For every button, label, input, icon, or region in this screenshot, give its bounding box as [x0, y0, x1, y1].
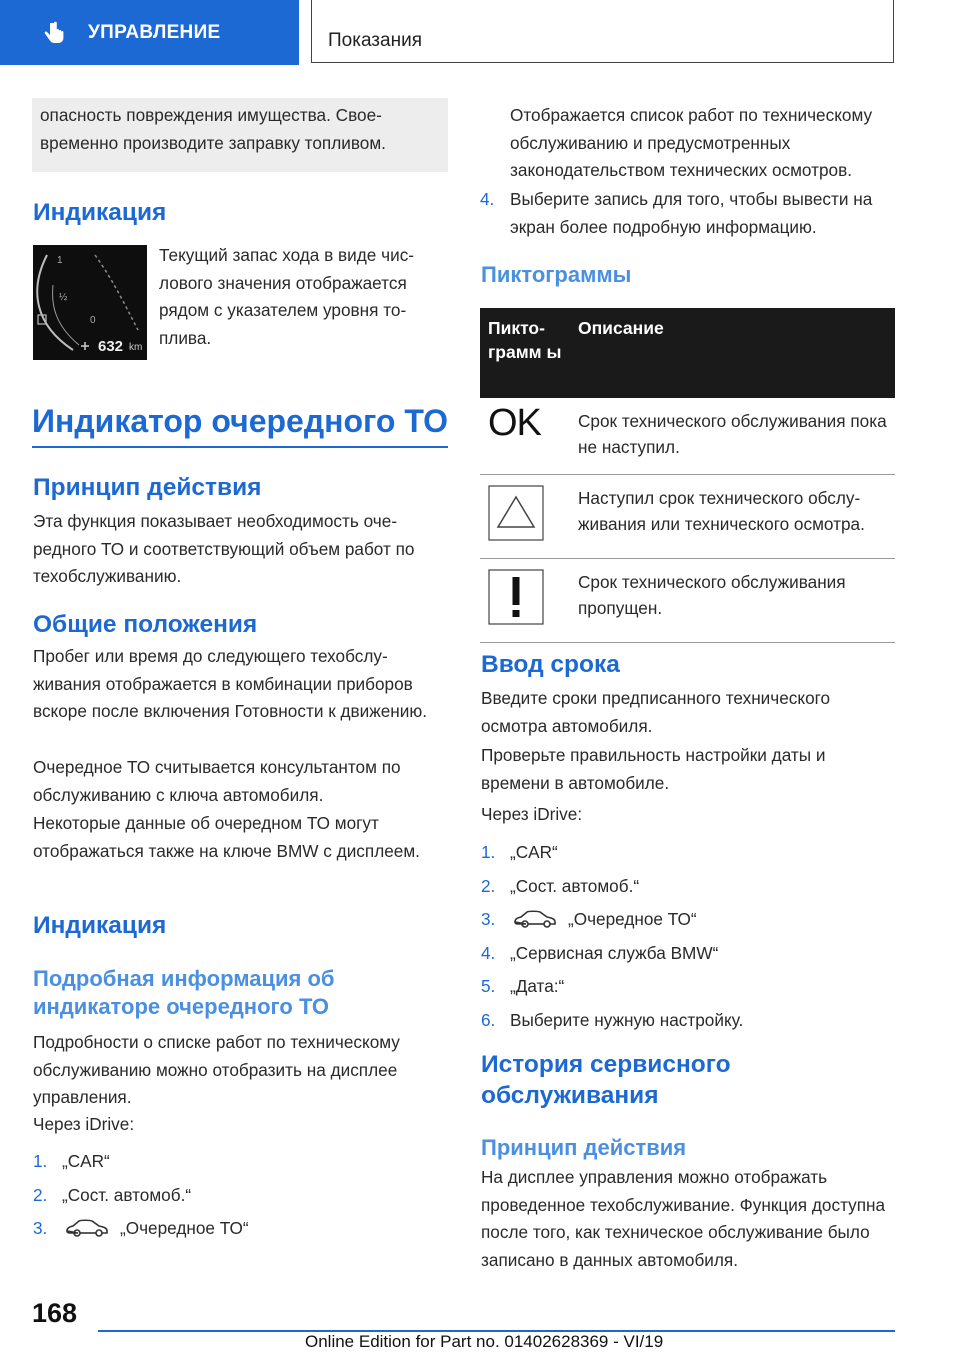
car-icon — [512, 909, 558, 929]
indication-text: Текущий запас хода в виде числового значения отображается рядом с указателем уровня топлива. — [159, 245, 415, 348]
step-4: 4. Выберите запись для того, чтобы вывести на экран более подробную информацию. — [480, 189, 873, 237]
list-item: 3. „Очередное ТО“ — [481, 909, 697, 929]
table-row — [480, 558, 895, 642]
section-tab[interactable] — [0, 0, 299, 65]
history-text: На дисплее управления можно отображать проведенное техобслуживание. Функция доступна после того, как техническое обслуживание было записано в данных автомобиля. — [481, 1167, 886, 1270]
history-heading: История сервисного обслуживания — [481, 1051, 731, 1109]
date-entry-heading: Ввод срока — [481, 651, 620, 678]
works-list-text: Отображается список работ по техническому обслуживанию и предусмотренных законодательством технических осмотров. — [510, 105, 873, 180]
warning-box — [32, 98, 448, 172]
description-cell: Срок технического обслуживания пропущен. — [570, 558, 895, 642]
via-idrive-right: Через iDrive: — [481, 804, 583, 824]
table-header-row — [480, 308, 895, 398]
steps-list-left — [33, 1147, 447, 1248]
hand-pointer-icon — [40, 19, 68, 47]
car-icon — [64, 1218, 110, 1238]
general-heading: Общие положения — [33, 611, 258, 638]
title-underline — [32, 446, 448, 448]
details-heading: Подробная информация об индикаторе очередного ТО — [33, 966, 335, 1019]
gauge-tick-full: 1 — [57, 255, 63, 266]
list-item: 1. „CAR“ — [33, 1151, 110, 1171]
ok-icon: OK — [488, 402, 541, 444]
range-unit: km — [129, 342, 143, 353]
pictogram-cell — [480, 398, 570, 474]
list-item: 1. „CAR“ — [481, 842, 558, 862]
date-entry-text-1: Введите сроки предписанного технического осмотра автомобиля. — [481, 688, 831, 736]
warning-triangle-icon — [488, 485, 544, 541]
section-title: УПРАВЛЕНИЕ — [88, 21, 221, 43]
general-text-1: Пробег или время до следующего техобслуживания отображается в комбинации приборов вскоре после включения Готовности к движению. — [33, 646, 428, 721]
description-cell: Срок технического обслуживания пока не наступил. — [570, 398, 895, 474]
pictogram-cell — [480, 474, 570, 558]
pictograms-heading: Пиктограммы — [481, 262, 632, 287]
pictograms-table — [480, 308, 895, 643]
table-row — [480, 398, 895, 474]
display-heading: Индикация — [33, 912, 167, 939]
list-item: 2. „Сост. автомоб.“ — [33, 1184, 192, 1205]
list-item: 3. „Очередное ТО“ — [33, 1218, 249, 1238]
table-header-pictogram: Пиктограмм ы — [480, 308, 570, 398]
general-text-2: Очередное ТО считывается консультантом по обслуживанию с ключа автомобиля. — [33, 757, 401, 805]
table-row — [480, 474, 895, 558]
range-value: 632 — [98, 338, 124, 355]
details-text: Подробности о списке работ по техническому обслуживанию можно отобразить на дисплее управления. — [33, 1032, 400, 1107]
subsection-title: Показания — [328, 30, 422, 51]
gauge-tick-empty: 0 — [90, 315, 96, 326]
list-item: 5. „Дата:“ — [481, 976, 565, 996]
date-entry-text-2: Проверьте правильность настройки даты и времени в автомобиле. — [481, 745, 826, 793]
subsection-box — [311, 0, 894, 63]
fuel-gauge-image — [33, 245, 147, 360]
indication-heading: Индикация — [33, 199, 167, 226]
main-title: Индикатор очередного ТО — [32, 403, 448, 439]
general-text-3: Некоторые данные об очередном ТО могут отображаться также на ключе BMW с дисплеем. — [33, 813, 420, 861]
pictogram-cell — [480, 558, 570, 642]
exclamation-icon — [488, 569, 544, 625]
page-number: 168 — [32, 1298, 78, 1328]
steps-list-right — [481, 838, 895, 1039]
history-principle-heading: Принцип действия — [481, 1135, 687, 1160]
edition-note: Online Edition for Part no. 01402628369 - VI/19 — [305, 1332, 664, 1351]
principle-heading: Принцип действия — [33, 474, 262, 501]
list-item: 2. „Сост. автомоб.“ — [481, 875, 640, 896]
via-idrive-left: Через iDrive: — [33, 1114, 135, 1134]
warning-text: опасность повреждения имущества. Своевременно производите заправку топливом. — [40, 105, 386, 153]
table-header-description: Описание — [570, 308, 895, 398]
gauge-tick-half: ½ — [59, 292, 68, 303]
list-item: 4. „Сервисная служба BMW“ — [481, 942, 719, 963]
principle-text: Эта функция показывает необходимость очередного ТО и соответствующий объем работ по техобслуживанию. — [33, 511, 415, 586]
list-item: 6. Выберите нужную настройку. — [481, 1009, 744, 1030]
description-cell: Наступил срок технического обслуживания или технического осмотра. — [570, 474, 895, 558]
